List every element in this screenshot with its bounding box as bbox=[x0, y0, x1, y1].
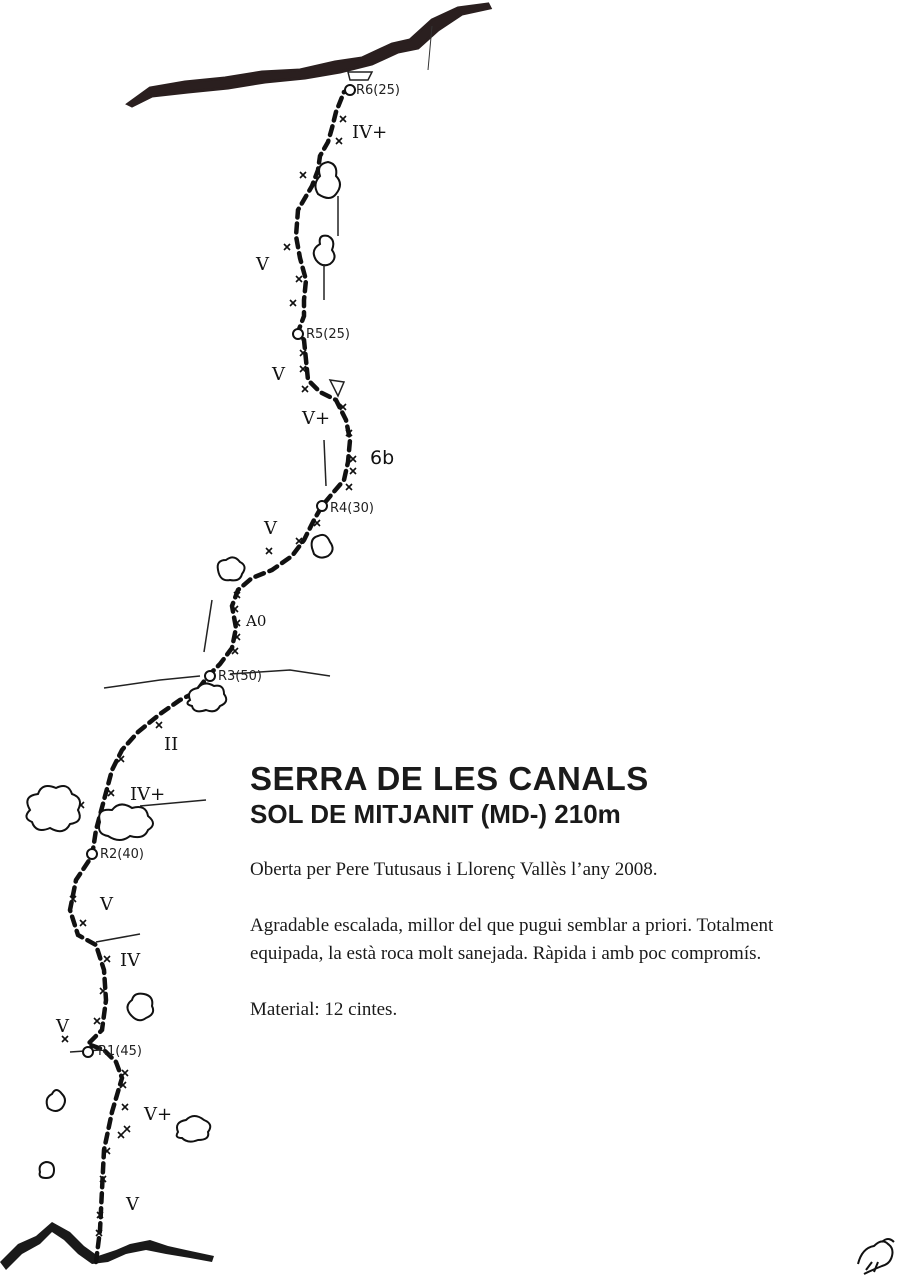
grade-pitch6: V bbox=[256, 254, 269, 275]
belay-r1-marker bbox=[83, 1047, 93, 1057]
route-title: SERRA DE LES CANALS bbox=[250, 760, 649, 797]
belay-r1-label: R1(45) bbox=[98, 1044, 142, 1059]
grade-pitch3: II bbox=[164, 734, 179, 755]
belay-r2-marker bbox=[87, 849, 97, 859]
grade-pitch4: V bbox=[264, 518, 277, 539]
belay-r3-marker bbox=[205, 671, 215, 681]
grade-pitch1-left: V bbox=[56, 1016, 69, 1037]
belay-r5-label: R5(25) bbox=[306, 327, 350, 342]
grade-pitch5-crux: 6b bbox=[370, 447, 395, 469]
goat-logo-icon bbox=[852, 1234, 900, 1276]
route-first-ascent: Oberta per Pere Tutusaus i Llorenç Vallès l’any 2008. bbox=[250, 859, 658, 880]
grade-pitch1-lower: V bbox=[126, 1194, 139, 1215]
grade-pitch2-top: IV+ bbox=[130, 784, 166, 805]
summit-ridge bbox=[128, 4, 490, 106]
belay-r5-marker bbox=[293, 329, 303, 339]
route-description: Agradable escalada, millor del que pugui semblar a priori. Totalment equipada, la està roca molt sanejada. Ràpida i amb poc compromís. bbox=[250, 915, 774, 964]
grade-pitch6-top: IV+ bbox=[352, 122, 388, 143]
belay-r4-label: R4(30) bbox=[330, 501, 374, 516]
grade-pitch5-upper: V bbox=[272, 364, 285, 385]
route-material: Material: 12 cintes. bbox=[250, 999, 398, 1020]
grade-pitch5-lower: V+ bbox=[302, 408, 331, 429]
route-subtitle: SOL DE MITJANIT (MD-) 210m bbox=[250, 799, 621, 829]
belay-r4-marker bbox=[317, 501, 327, 511]
belay-r2-label: R2(40) bbox=[100, 847, 144, 862]
belay-r3-label: R3(50) bbox=[218, 669, 262, 684]
grade-pitch2-upper: V bbox=[100, 894, 113, 915]
route-info-panel bbox=[250, 760, 850, 1024]
grade-pitch4-aid: A0 bbox=[246, 612, 267, 630]
belay-r6-label: R6(25) bbox=[356, 83, 400, 98]
belay-r6-marker bbox=[345, 85, 355, 95]
base-ground bbox=[0, 1222, 214, 1270]
grade-pitch2-lower: IV bbox=[120, 950, 141, 971]
grade-pitch1-upper: V+ bbox=[144, 1104, 173, 1125]
